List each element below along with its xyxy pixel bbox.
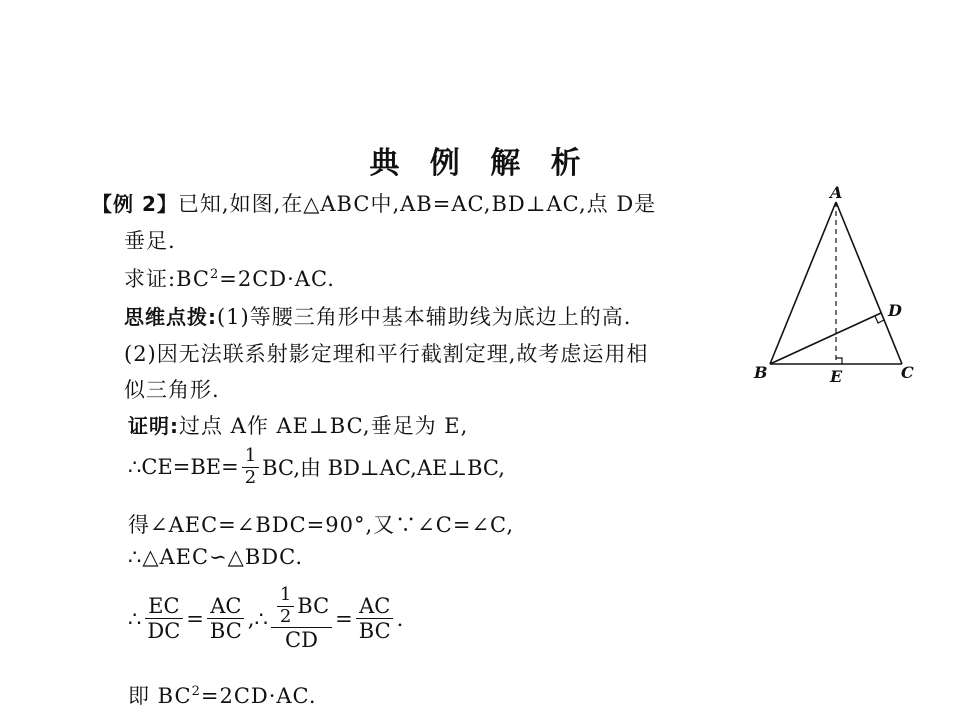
hint-2-continued: 似三角形. (124, 378, 220, 402)
hint-1: (1)等腰三角形中基本辅助线为底边上的高. (217, 305, 632, 329)
proof-line-5 (128, 585, 403, 653)
prove-line (124, 263, 335, 293)
proof-line-1 (128, 410, 468, 440)
prove-sup: 2 (209, 267, 220, 282)
step2-post: BC,由 BD⊥AC,AE⊥BC, (262, 456, 505, 481)
period: . (396, 606, 404, 631)
section-title: 典 例 解 析 (369, 146, 591, 181)
label-b: B (754, 363, 768, 382)
fraction-denominator: 2 (279, 605, 292, 627)
fraction-numerator: AC (356, 594, 393, 619)
proof-line-4: ∴△AEC∽△BDC. (128, 545, 304, 569)
fraction-denominator: DC (147, 619, 181, 644)
label-a: A (830, 186, 843, 202)
proof-line-3: 得∠AEC=∠BDC=90°,又∵∠C=∠C, (128, 513, 515, 537)
fraction-numerator: 1 (242, 446, 259, 468)
proof-line-2 (128, 446, 505, 488)
proof-final-line (128, 680, 317, 710)
fraction-denominator: BC (358, 619, 391, 644)
side-ab (770, 202, 836, 364)
fraction-denominator: BC (209, 619, 242, 644)
final-pre: 即 BC (128, 684, 192, 708)
statement-continued: 垂足. (124, 229, 176, 253)
label-e: E (830, 367, 843, 386)
fraction-half-bc-over-cd (271, 585, 332, 653)
prove-rest: =2CD·AC. (219, 267, 335, 291)
fraction-numerator-tail: BC (297, 594, 330, 619)
proof-label: 证明: (128, 414, 179, 438)
final-rest: =2CD·AC. (200, 684, 317, 708)
example-statement (92, 188, 656, 218)
fraction-denominator: 2 (244, 466, 257, 488)
hint-line-1 (124, 301, 631, 331)
step5-pre: ∴ (128, 606, 142, 631)
right-angle-mark-e (836, 358, 842, 364)
fraction-one-half (277, 585, 294, 627)
fraction-ec-dc (144, 594, 183, 643)
statement-text: 已知,如图,在△ABC中,AB=AC,BD⊥AC,点 D是 (177, 192, 657, 216)
prove-label: 求证: (124, 267, 177, 291)
example-tag: 【例 2】 (92, 192, 178, 216)
fraction-numerator: EC (145, 594, 182, 619)
comma-therefore: ,∴ (247, 606, 268, 631)
prove-bc: BC (176, 267, 210, 291)
fraction-numerator: 1 (277, 585, 294, 607)
triangle-figure (748, 186, 928, 386)
step2-pre: ∴CE=BE= (128, 455, 239, 480)
equals-sign: = (335, 606, 353, 631)
fraction-numerator (271, 585, 332, 628)
label-c: C (901, 363, 914, 382)
label-d: D (888, 301, 902, 320)
segment-bd (770, 313, 881, 364)
fraction-one-half (242, 446, 259, 488)
fraction-denominator: CD (285, 628, 318, 653)
fraction-numerator: AC (207, 594, 244, 619)
fraction-ac-bc (207, 594, 245, 643)
hint-label: 思维点拨: (124, 305, 217, 329)
fraction-ac-bc-2 (356, 594, 394, 643)
side-ac (836, 202, 902, 364)
final-sup: 2 (191, 684, 201, 699)
equals-sign: = (186, 606, 204, 631)
hint-2: (2)因无法联系射影定理和平行截割定理,故考虑运用相 (124, 342, 649, 366)
proof-1: 过点 A作 AE⊥BC,垂足为 E, (179, 414, 469, 438)
